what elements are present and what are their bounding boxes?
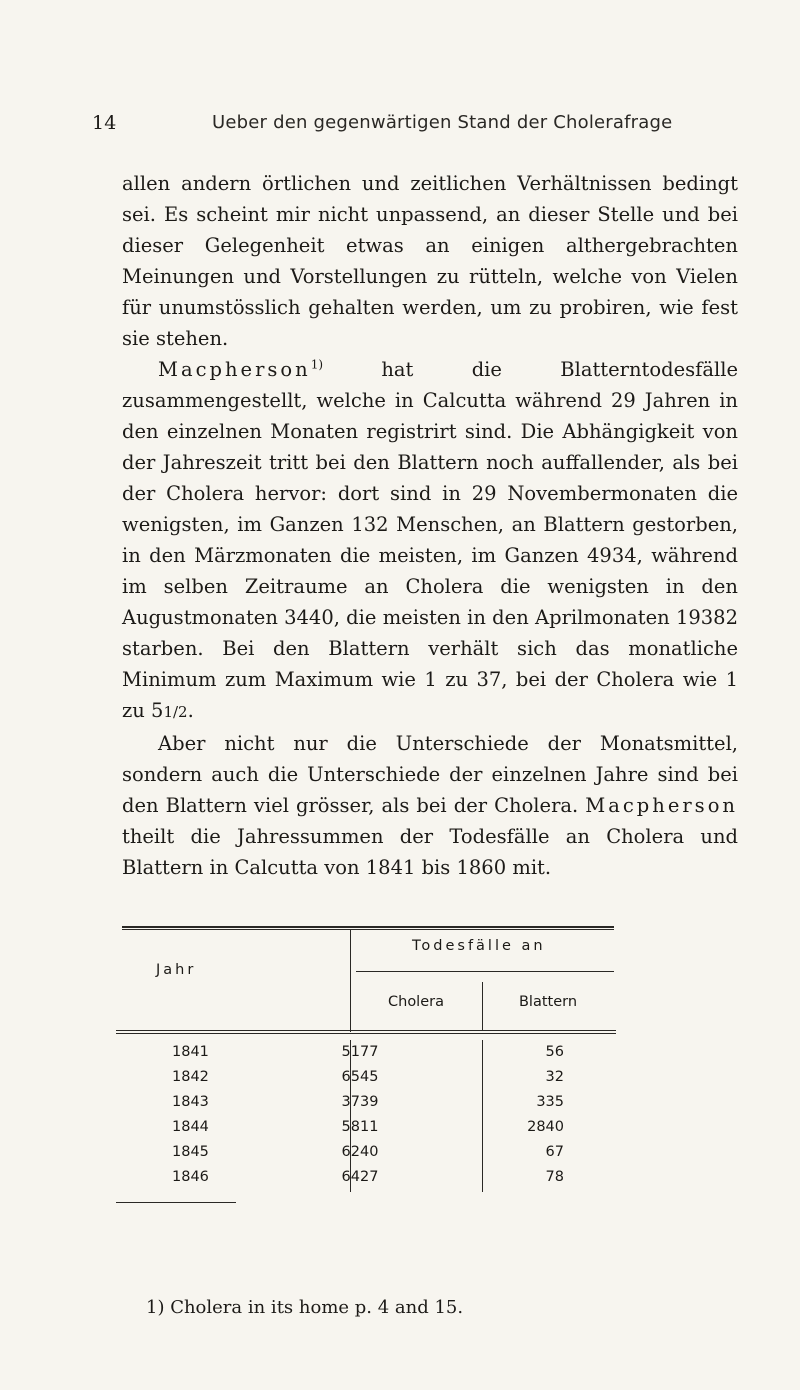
running-title: Ueber den gegenwärtigen Stand der Cholerafrage bbox=[212, 112, 673, 133]
cell-blattern: 67 bbox=[545, 1144, 564, 1160]
table-bottom-rule bbox=[116, 1202, 236, 1203]
table-row bbox=[116, 1069, 616, 1094]
header-bottom-rule bbox=[116, 1030, 616, 1031]
table-top-rule bbox=[122, 926, 614, 928]
cell-cholera: 6427 bbox=[341, 1169, 379, 1185]
paragraph-3 bbox=[122, 728, 738, 883]
author-name-2: Macpherson bbox=[585, 794, 738, 817]
author-name: Macpherson bbox=[158, 358, 311, 381]
body-text bbox=[122, 168, 738, 883]
page-header bbox=[92, 112, 712, 140]
table-row bbox=[116, 1119, 616, 1144]
cell-year: 1845 bbox=[172, 1144, 209, 1160]
group-header-rule bbox=[356, 971, 614, 972]
page-number: 14 bbox=[92, 112, 117, 134]
cell-cholera: 5177 bbox=[341, 1044, 379, 1060]
cell-cholera: 5811 bbox=[341, 1119, 379, 1135]
group-header: Todesfälle an bbox=[412, 938, 546, 954]
cell-blattern: 78 bbox=[545, 1169, 564, 1185]
cell-cholera: 6545 bbox=[341, 1069, 379, 1085]
table-row bbox=[116, 1144, 616, 1169]
cell-blattern: 32 bbox=[545, 1069, 564, 1085]
cell-cholera: 6240 bbox=[341, 1144, 379, 1160]
cell-blattern: 56 bbox=[545, 1044, 564, 1060]
paragraph-2 bbox=[122, 354, 738, 728]
cell-year: 1843 bbox=[172, 1094, 209, 1110]
column-divider-year bbox=[350, 930, 351, 1032]
column-header-cholera: Cholera bbox=[388, 994, 444, 1010]
cell-blattern: 2840 bbox=[527, 1119, 564, 1135]
column-header-year: Jahr bbox=[156, 962, 197, 978]
paragraph-3-text-a: Aber nicht nur die Unterschiede der Monatsmittel, sondern auch die Unterschiede der einzelnen Jahre sind bei den Blattern viel grösser, als bei der Cholera. bbox=[122, 732, 738, 817]
paragraph-2-end: . bbox=[187, 699, 194, 722]
table-top-rule-thin bbox=[122, 929, 614, 930]
header-bottom-rule-thin bbox=[116, 1033, 616, 1034]
cell-year: 1846 bbox=[172, 1169, 209, 1185]
cell-year: 1842 bbox=[172, 1069, 209, 1085]
footnote: 1) Cholera in its home p. 4 and 15. bbox=[146, 1297, 464, 1318]
column-header-blattern: Blattern bbox=[518, 994, 578, 1010]
cell-cholera: 3739 bbox=[341, 1094, 379, 1110]
paragraph-2-text: hat die Blatterntodesfälle zusammengestellt, welche in Calcutta während 29 Jahren in den einzelnen Monaten registrirt sind. Die Abhängigkeit von der Jahreszeit tritt bei den Blattern noch auffallender, als bei der Cholera hervor: dort sind in 29 Novembermonaten die wenigsten, im Ganzen 132 Menschen, an Blattern gestorben, in den Märzmonaten die meisten, im Ganzen 4934, während im selben Zeitraume an Cholera die wenigsten in den Augustmonaten 3440, die meisten in den Aprilmonaten 19382 starben. Bei den Blattern verhält sich das monatliche Minimum zum Maximum wie 1 zu 37, bei der Cholera wie 1 zu 5 bbox=[122, 358, 738, 722]
paragraph-3-text-b: theilt die Jahressummen der Todesfälle an Cholera und Blattern in Calcutta von 1841 bis 1860 mit. bbox=[122, 825, 738, 879]
cell-year: 1841 bbox=[172, 1044, 209, 1060]
paragraph-1: allen andern örtlichen und zeitlichen Verhältnissen bedingt sei. Es scheint mir nicht unpassend, an dieser Stelle und bei dieser Gelegenheit etwas an einigen althergebrachten Meinungen und Vorstellungen zu rütteln, welche von Vielen für unumstösslich gehalten werden, um zu probiren, wie fest sie stehen. bbox=[122, 172, 738, 350]
table-row bbox=[116, 1094, 616, 1119]
footnote-ref: 1) bbox=[310, 357, 324, 372]
cell-year: 1844 bbox=[172, 1119, 209, 1135]
fraction: 1/2 bbox=[163, 703, 188, 721]
table-row bbox=[116, 1169, 616, 1194]
table-row bbox=[116, 1044, 616, 1069]
cell-blattern: 335 bbox=[536, 1094, 564, 1110]
